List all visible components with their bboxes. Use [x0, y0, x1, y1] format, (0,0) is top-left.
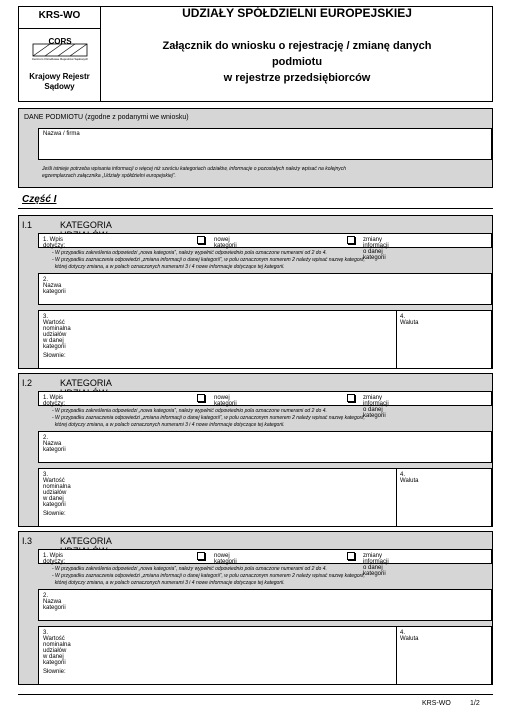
category-name-field[interactable]: [38, 273, 492, 305]
nominal-value-field[interactable]: [38, 310, 397, 369]
in-words-label: Słownie:: [43, 511, 66, 517]
form-title: UDZIAŁY SPÓŁDZIELNI EUROPEJSKIEJ: [182, 6, 412, 20]
company-name-label: Nazwa / firma: [43, 131, 80, 137]
new-category-label: nowej kategorii: [214, 237, 237, 249]
section-number: I.3: [22, 536, 33, 546]
category-name-label: 2. Nazwa kategorii: [43, 277, 66, 295]
section-number: I.2: [22, 378, 33, 388]
form-code: KRS-WO: [38, 10, 81, 21]
nominal-value-label: 3. Wartość nominalna udziałów w danej kategorii: [43, 472, 71, 508]
company-name-field[interactable]: [38, 128, 492, 160]
category-name-label: 2. Nazwa kategorii: [43, 593, 66, 611]
entry-type-row: [38, 391, 492, 406]
registry-line1: Krajowy Rejestr: [29, 72, 90, 81]
dane-note-2: egzemplarzach załącznika „Udziały spółdzielni europejskiej”.: [42, 173, 176, 179]
registry-line2: Sądowy: [44, 82, 75, 91]
dane-label: DANE PODMIOTU (zgodne z podanymi we wniosku): [24, 114, 189, 121]
nominal-value-field[interactable]: [38, 626, 397, 685]
section-title: KATEGORIA: [60, 536, 112, 546]
change-category-checkbox[interactable]: [347, 394, 355, 402]
instruction-note-1: - W przypadku zakreślenia odpowiedzi „nowa kategoria”, należy wypełnić odpowiednio pola oznaczone numerami od 2 do 4.: [52, 408, 327, 414]
section-title: KATEGORIA: [60, 220, 112, 230]
new-category-label: nowej kategorii: [214, 395, 237, 407]
instruction-note-2: - W przypadku zaznaczenia odpowiedzi „zmiana informacji o danej kategorii”, w polu oznaczonym numerem 2 należy wpisać nazwę kategorii,: [52, 415, 365, 421]
form-subtitle-2: podmiotu: [271, 56, 323, 68]
entry-type-label: 1. Wpis dotyczy:: [43, 395, 66, 407]
section-title: KATEGORIA: [60, 378, 112, 388]
part-title: Część I: [22, 194, 57, 205]
category-name-field[interactable]: [38, 431, 492, 463]
part-rule: [18, 208, 493, 209]
dane-note-1: Jeśli istnieje potrzeba wpisania informacji o więcej niż sześciu kategoriach udziałów, informacje o pozostałych należy wpisać na kolejnych: [42, 166, 347, 172]
change-category-label: zmiany informacji o danej kategorii: [363, 553, 389, 577]
entry-type-label: 1. Wpis dotyczy:: [43, 553, 66, 565]
entry-type-row: [38, 233, 492, 248]
new-category-checkbox[interactable]: [197, 394, 205, 402]
footer-code: KRS-WO: [422, 700, 451, 707]
form-subtitle-3: w rejestrze przedsiębiorców: [223, 72, 371, 84]
entry-type-label: 1. Wpis dotyczy:: [43, 237, 66, 249]
new-category-checkbox[interactable]: [197, 236, 205, 244]
cors-logo: [30, 36, 90, 62]
change-category-label: zmiany informacji o danej kategorii: [363, 237, 389, 261]
category-name-field[interactable]: [38, 589, 492, 621]
section-number: I.1: [22, 220, 33, 230]
nominal-value-field[interactable]: [38, 468, 397, 527]
instruction-note-1: - W przypadku zakreślenia odpowiedzi „nowa kategoria”, należy wypełnić odpowiednio pola oznaczone numerami od 2 do 4.: [52, 566, 327, 572]
currency-label: 4. Waluta: [400, 314, 419, 326]
instruction-note-1: - W przypadku zakreślenia odpowiedzi „nowa kategoria”, należy wypełnić odpowiednio pola oznaczone numerami od 2 do 4.: [52, 250, 327, 256]
category-name-label: 2. Nazwa kategorii: [43, 435, 66, 453]
form-subtitle-1: Załącznik do wniosku o rejestrację / zmianę danych: [162, 40, 432, 52]
change-category-checkbox[interactable]: [347, 552, 355, 560]
in-words-label: Słownie:: [43, 669, 66, 675]
in-words-label: Słownie:: [43, 353, 66, 359]
logo-text: CORS: [48, 37, 72, 46]
footer-page: 1/2: [470, 700, 480, 707]
nominal-value-label: 3. Wartość nominalna udziałów w danej kategorii: [43, 314, 71, 350]
instruction-note-3: której dotyczy zmiana, a w polach oznaczonych numerami 3 i 4 nowe informacje dotyczące tej kategorii.: [52, 580, 285, 586]
change-category-label: zmiany informacji o danej kategorii: [363, 395, 389, 419]
currency-label: 4. Waluta: [400, 630, 419, 642]
change-category-checkbox[interactable]: [347, 236, 355, 244]
logo-subtext: Centrum Ośrodkowe Rejestrów Sądowych: [31, 57, 89, 61]
entry-type-row: [38, 549, 492, 564]
new-category-checkbox[interactable]: [197, 552, 205, 560]
footer-rule: [18, 694, 493, 695]
instruction-note-3: której dotyczy zmiana, a w polach oznaczonych numerami 3 i 4 nowe informacje dotyczące tej kategorii.: [52, 422, 285, 428]
currency-label: 4. Waluta: [400, 472, 419, 484]
instruction-note-3: której dotyczy zmiana, a w polach oznaczonych numerami 3 i 4 nowe informacje dotyczące tej kategorii.: [52, 264, 285, 270]
instruction-note-2: - W przypadku zaznaczenia odpowiedzi „zmiana informacji o danej kategorii”, w polu oznaczonym numerem 2 należy wpisać nazwę kategorii,: [52, 257, 365, 263]
nominal-value-label: 3. Wartość nominalna udziałów w danej kategorii: [43, 630, 71, 666]
new-category-label: nowej kategorii: [214, 553, 237, 565]
instruction-note-2: - W przypadku zaznaczenia odpowiedzi „zmiana informacji o danej kategorii”, w polu oznaczonym numerem 2 należy wpisać nazwę kategorii,: [52, 573, 365, 579]
header-code-divider: [18, 28, 101, 29]
